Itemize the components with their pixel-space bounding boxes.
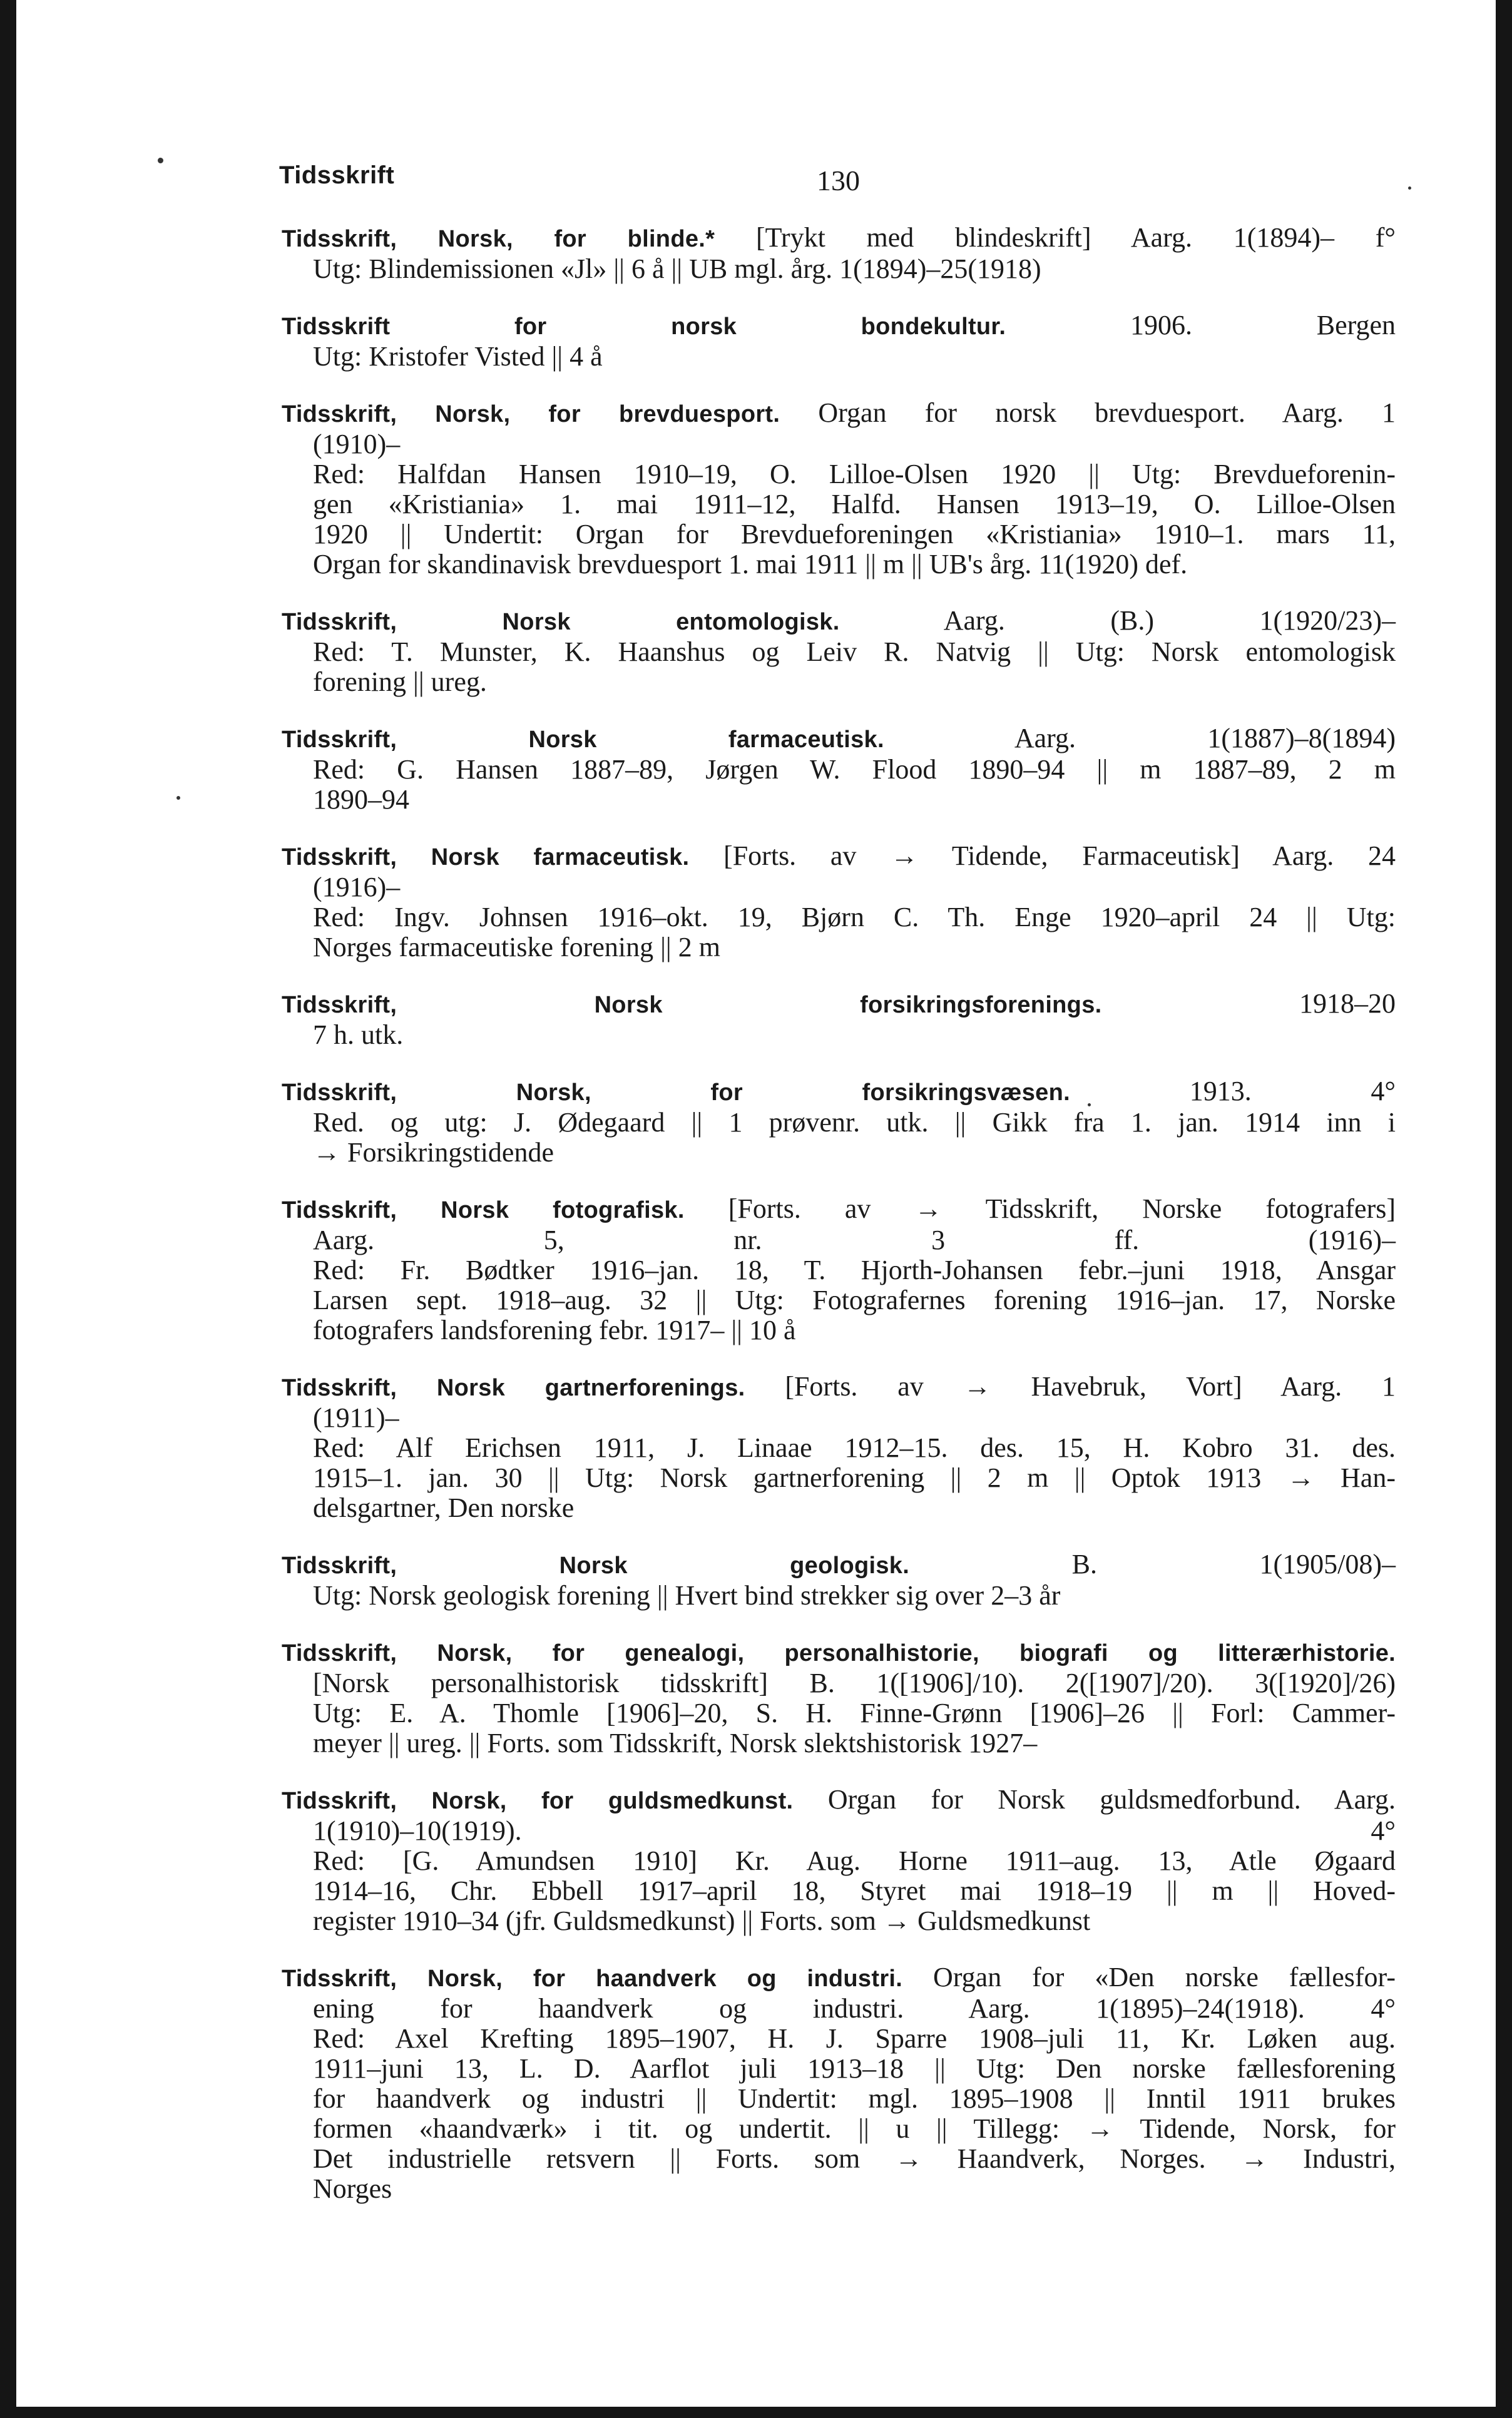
entry-line — [282, 1255, 1396, 1285]
entry-text: delsgartner, Den norske — [313, 1492, 575, 1523]
entry-text: Norges — [313, 2173, 392, 2204]
entry-text: formen «haandværk» i tit. og undertit. || u || Tillegg: → Tidende, Norsk, for — [313, 2113, 1396, 2144]
entry-first-line — [282, 1549, 1396, 1581]
entry-text: register 1910–34 (jfr. Guldsmedkunst) || Forts. som → Guldsmedkunst — [313, 1905, 1091, 1936]
entry-text: 7 h. utk. — [313, 1019, 404, 1050]
entry-first-line — [282, 841, 1396, 872]
catalog-entry — [282, 1549, 1396, 1611]
entry-text: Red: [G. Amundsen 1910] Kr. Aug. Horne 1911–aug. 13, Atle Øgaard — [313, 1845, 1396, 1876]
scan-speck — [1408, 186, 1411, 190]
entry-line — [282, 1846, 1396, 1876]
entry-text: (1910)– — [313, 429, 401, 459]
entry-line — [282, 519, 1396, 549]
entry-text: Aarg. 5, nr. 3 ff. (1916)– — [313, 1225, 1396, 1255]
catalog-entry — [282, 1785, 1396, 1936]
entry-heading: Tidsskrift, Norsk, for genealogi, personalhistorie, biografi og litterærhistorie. — [282, 1640, 1396, 1666]
entry-line — [282, 1816, 1396, 1846]
entry-line — [282, 2024, 1396, 2054]
entry-text: forening || ureg. — [313, 666, 487, 697]
entry-text: (1911)– — [313, 1402, 399, 1433]
entry-text: 1913. 4° — [1189, 1076, 1396, 1106]
entry-line — [282, 1463, 1396, 1493]
entry-first-line — [282, 310, 1396, 342]
entry-text: meyer || ureg. || Forts. som Tidsskrift, Norsk slektshistorisk 1927– — [313, 1728, 1038, 1758]
entry-line — [282, 1698, 1396, 1728]
entry-text: Det industrielle retsvern || Forts. som → Haandverk, Norges. → Industri, — [313, 2143, 1396, 2174]
entry-line — [282, 342, 1396, 372]
entry-line — [282, 489, 1396, 519]
entry-text: Red: Halfdan Hansen 1910–19, O. Lilloe-Olsen 1920 || Utg: Brevdueforenin- — [313, 459, 1396, 489]
entry-heading: Tidsskrift, Norsk geologisk. — [282, 1553, 910, 1579]
entry-first-line — [282, 989, 1396, 1020]
entry-line — [282, 667, 1396, 697]
entry-line — [282, 1906, 1396, 1936]
entry-text: [Forts. av → Havebruk, Vort] Aarg. 1 — [785, 1371, 1396, 1402]
entry-line — [282, 254, 1396, 284]
entry-line — [282, 2114, 1396, 2144]
entry-line — [282, 637, 1396, 667]
entry-text: Organ for skandinavisk brevduesport 1. mai 1911 || m || UB's årg. 11(1920) def. — [313, 549, 1188, 579]
entry-heading: Tidsskrift, Norsk farmaceutisk. — [282, 844, 690, 870]
entry-line — [282, 1433, 1396, 1463]
entry-line — [282, 2174, 1396, 2204]
entry-line — [282, 2144, 1396, 2174]
entry-text: Red: Alf Erichsen 1911, J. Linaae 1912–15. des. 15, H. Kobro 31. des. — [313, 1432, 1396, 1463]
entry-heading: Tidsskrift, Norsk, for forsikringsvæsen. — [282, 1079, 1070, 1106]
entry-text: Aarg. (B.) 1(1920/23)– — [943, 605, 1396, 636]
catalog-entry — [282, 1962, 1396, 2204]
entry-first-line — [282, 1785, 1396, 1816]
entry-first-line — [282, 723, 1396, 755]
catalog-entry — [282, 1372, 1396, 1523]
entry-heading: Tidsskrift, Norsk entomologisk. — [282, 609, 840, 635]
scan-border-left — [0, 0, 16, 2418]
entry-text: for haandverk og industri || Undertit: mgl. 1895–1908 || Inntil 1911 brukes — [313, 2083, 1396, 2114]
entry-text: gen «Kristiania» 1. mai 1911–12, Halfd. Hansen 1913–19, O. Lilloe-Olsen — [313, 489, 1396, 519]
entry-heading: Tidsskrift, Norsk forsikringsforenings. — [282, 992, 1102, 1018]
entry-heading: Tidsskrift, Norsk gartnerforenings. — [282, 1375, 745, 1401]
entry-line — [282, 785, 1396, 815]
catalog-entry — [282, 1076, 1396, 1168]
entry-line — [282, 2054, 1396, 2084]
entry-line — [282, 932, 1396, 962]
entry-text: 1915–1. jan. 30 || Utg: Norsk gartnerforening || 2 m || Optok 1913 → Han- — [313, 1462, 1396, 1493]
entry-line — [282, 872, 1396, 902]
entry-line — [282, 1493, 1396, 1523]
entry-heading: Tidsskrift, Norsk fotografisk. — [282, 1197, 685, 1223]
entry-text: Utg: Blindemissionen «Jl» || 6 å || UB mgl. årg. 1(1894)–25(1918) — [313, 253, 1041, 284]
entry-line — [282, 2084, 1396, 2114]
entry-text: [Forts. av → Tidsskrift, Norske fotografers] — [728, 1193, 1396, 1224]
entry-line — [282, 459, 1396, 489]
entry-heading: Tidsskrift, Norsk farmaceutisk. — [282, 727, 884, 753]
scan-speck — [158, 158, 163, 163]
entry-text: 1890–94 — [313, 784, 409, 815]
entry-text: Red: Axel Krefting 1895–1907, H. J. Sparre 1908–juli 11, Kr. Løken aug. — [313, 2023, 1396, 2054]
entry-line — [282, 1138, 1396, 1168]
entry-text: 1911–juni 13, L. D. Aarflot juli 1913–18 || Utg: Den norske fællesforening — [313, 2053, 1396, 2084]
entry-heading: Tidsskrift for norsk bondekultur. — [282, 314, 1006, 340]
entry-line — [282, 429, 1396, 459]
entry-line — [282, 1108, 1396, 1138]
catalog-entry — [282, 989, 1396, 1050]
entry-first-line — [282, 606, 1396, 637]
entry-line — [282, 1315, 1396, 1345]
entry-line — [282, 755, 1396, 785]
entry-text: B. 1(1905/08)– — [1071, 1549, 1396, 1579]
entry-text: 1920 || Undertit: Organ for Brevdueforeningen «Kristiania» 1910–1. mars 11, — [313, 519, 1396, 549]
entry-text: Utg: Norsk geologisk forening || Hvert bind strekker sig over 2–3 år — [313, 1580, 1061, 1611]
entry-text: [Forts. av → Tidende, Farmaceutisk] Aarg. 24 — [723, 840, 1396, 871]
entry-first-line — [282, 1194, 1396, 1225]
entry-line — [282, 1225, 1396, 1255]
entry-text: Utg: Kristofer Visted || 4 å — [313, 341, 603, 372]
catalog-entry — [282, 223, 1396, 284]
entry-line — [282, 1285, 1396, 1315]
entry-line — [282, 549, 1396, 579]
entry-text: Larsen sept. 1918–aug. 32 || Utg: Fotografernes forening 1916–jan. 17, Norske — [313, 1285, 1396, 1315]
entry-text: 1(1910)–10(1919). 4° — [313, 1815, 1396, 1846]
entry-line — [282, 1994, 1396, 2024]
entry-first-line — [282, 223, 1396, 254]
entry-text: Organ for Norsk guldsmedforbund. Aarg. — [827, 1784, 1396, 1815]
entry-heading: Tidsskrift, Norsk, for haandverk og industri. — [282, 1966, 903, 1992]
scan-border-bottom — [0, 2407, 1512, 2418]
entry-text: → Forsikringstidende — [313, 1137, 554, 1168]
entry-text: ening for haandverk og industri. Aarg. 1(1895)–24(1918). 4° — [313, 1993, 1396, 2024]
scan-speck — [1088, 1103, 1091, 1106]
entry-first-line — [282, 1076, 1396, 1108]
catalog-entry — [282, 1194, 1396, 1345]
entry-text: [Norsk personalhistorisk tidsskrift] B. 1([1906]/10). 2([1907]/20). 3([1920]/26) — [313, 1668, 1396, 1698]
entry-text: Organ for «Den norske fællesfor- — [933, 1962, 1396, 1992]
catalog-entry — [282, 841, 1396, 962]
catalog-entry — [282, 1637, 1396, 1758]
scan-speck — [176, 796, 180, 800]
catalog-entry — [282, 723, 1396, 815]
entry-first-line — [282, 398, 1396, 429]
entry-heading: Tidsskrift, Norsk, for blinde.* — [282, 226, 715, 252]
entry-text: 1906. Bergen — [1130, 310, 1396, 340]
catalog-entry — [282, 398, 1396, 579]
running-head: Tidsskrift — [279, 161, 395, 189]
entry-text: 1914–16, Chr. Ebbell 1917–april 18, Styret mai 1918–19 || m || Hoved- — [313, 1875, 1396, 1906]
entry-line — [282, 1668, 1396, 1698]
entry-first-line — [282, 1962, 1396, 1994]
entry-line — [282, 902, 1396, 932]
entry-text: Red: G. Hansen 1887–89, Jørgen W. Flood 1890–94 || m 1887–89, 2 m — [313, 754, 1396, 785]
entry-line — [282, 1020, 1396, 1050]
page-number: 130 — [817, 165, 860, 196]
catalog-entry — [282, 606, 1396, 697]
entry-text: Norges farmaceutiske forening || 2 m — [313, 932, 720, 962]
scan-border-right — [1496, 0, 1512, 2418]
entry-text: Aarg. 1(1887)–8(1894) — [1014, 723, 1396, 753]
entry-list — [282, 223, 1396, 2230]
entry-text: (1916)– — [313, 872, 401, 902]
entry-heading: Tidsskrift, Norsk, for brevduesport. — [282, 401, 780, 427]
entry-text: [Trykt med blindeskrift] Aarg. 1(1894)– f° — [755, 222, 1396, 253]
entry-text: Red: T. Munster, K. Haanshus og Leiv R. Natvig || Utg: Norsk entomologisk — [313, 636, 1396, 667]
entry-text: Red: Fr. Bødtker 1916–jan. 18, T. Hjorth-Johansen febr.–juni 1918, Ansgar — [313, 1255, 1396, 1285]
entry-line — [282, 1581, 1396, 1611]
entry-line — [282, 1728, 1396, 1758]
entry-text: Red. og utg: J. Ødegaard || 1 prøvenr. utk. || Gikk fra 1. jan. 1914 inn i — [313, 1107, 1396, 1138]
catalog-entry — [282, 310, 1396, 372]
entry-first-line — [282, 1637, 1396, 1668]
entry-heading: Tidsskrift, Norsk, for guldsmedkunst. — [282, 1788, 794, 1814]
entry-text: 1918–20 — [1299, 988, 1396, 1019]
entry-line — [282, 1876, 1396, 1906]
entry-text: Utg: E. A. Thomle [1906]–20, S. H. Finne-Grønn [1906]–26 || Forl: Cammer- — [313, 1698, 1396, 1728]
entry-line — [282, 1403, 1396, 1433]
entry-text: fotografers landsforening febr. 1917– || 10 å — [313, 1315, 796, 1345]
entry-text: Organ for norsk brevduesport. Aarg. 1 — [818, 397, 1396, 428]
entry-text: Red: Ingv. Johnsen 1916–okt. 19, Bjørn C. Th. Enge 1920–april 24 || Utg: — [313, 902, 1396, 932]
entry-first-line — [282, 1372, 1396, 1403]
